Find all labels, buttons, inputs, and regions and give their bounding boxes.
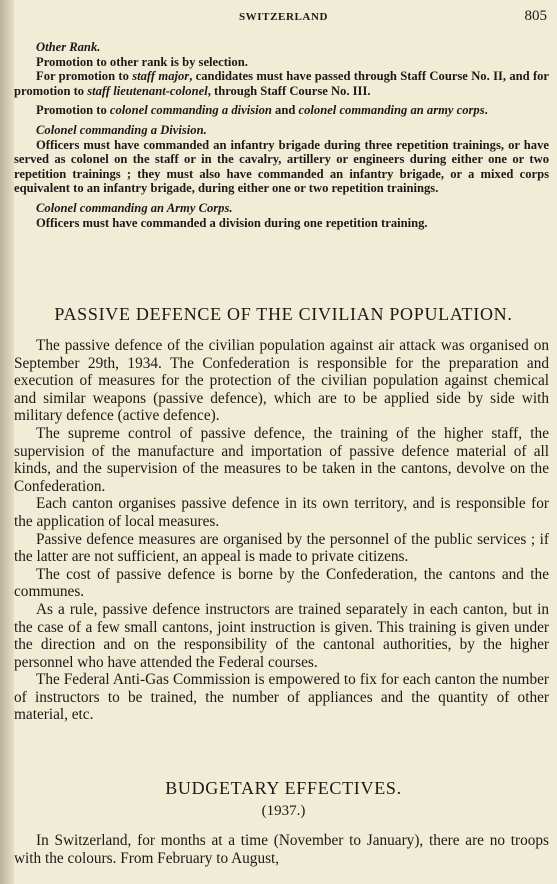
budgetary-body [14,832,549,867]
page-number: 805 [524,8,547,24]
division-title: Colonel commanding a Division. [36,122,207,137]
running-head: SWITZERLAND [238,11,329,23]
book-page [14,0,553,884]
paragraph: In Switzerland, for months at a time (November to January), there are no troops with the colours. From February to August, [14,832,549,867]
corps-text: Officers must have commanded a division during one repetition training. [36,215,428,230]
paragraph: Each canton organises passive defence in its own territory, and is responsible for the application of local measures. [14,495,549,530]
ranks-section [14,40,549,230]
other-rank-title: Other Rank. [36,40,101,54]
other-rank-text: Promotion to other rank is by selection. [36,54,248,69]
staff-promotion-text: For promotion to staff major, candidates must have passed through Staff Course No. II, and for promotion to staff lieutenant-colonel, through Staff Course No. III. [14,69,550,98]
passive-defence-heading: PASSIVE DEFENCE OF THE CIVILIAN POPULATION. [54,304,513,324]
paragraph: As a rule, passive defence instructors are trained separately in each canton, but in the case of a few small cantons, joint instruction is given. This training is given under the direction and on the responsibility of the cantonal authorities, by the higher personnel who have attended the Federal courses. [14,600,549,671]
paragraph: Passive defence measures are organised by the personnel of the public services ; if the latter are not sufficient, an appeal is made to private citizens. [14,530,549,566]
corps-title: Colonel commanding an Army Corps. [36,200,233,215]
budgetary-heading: BUDGETARY EFFECTIVES. [165,778,402,798]
budgetary-year: (1937.) [261,803,306,819]
paragraph: The passive defence of the civilian population against air attack was organised on September 29th, 1934. The Confederation is responsible for the preparation and execution of measures for the protection of the civilian population against chemical and similar weapons (passive defence), which are to be applied side by side with military defence (active defence). [14,337,549,425]
passive-defence-body [14,337,549,724]
page-header [14,8,553,28]
paragraph: The cost of passive defence is borne by the Confederation, the cantons and the communes. [14,565,549,601]
colonel-promotion-text: Promotion to colonel commanding a division and colonel commanding an army corps. [36,103,488,118]
paragraph: The supreme control of passive defence, the training of the higher staff, the supervision of the manufacture and importation of passive defence material of all kinds, and the supervision of the measures to be taken in the cantons, devolve on the Confederation. [14,424,549,495]
binding-gutter [0,0,14,884]
division-text: Officers must have commanded an infantry brigade during three repetition trainings, or have served as colonel on the staff or in the cavalry, artillery or engineers during either one or two repetition trainings ; they must also have commanded an infantry brigade, or a mixed corps equivalent to an infantry brigade, during either one or two repetition trainings. [14,137,549,196]
paragraph: The Federal Anti-Gas Commission is empowered to fix for each canton the number of instructors to be trained, the number of appliances and the quantity of other material, etc. [14,671,549,724]
